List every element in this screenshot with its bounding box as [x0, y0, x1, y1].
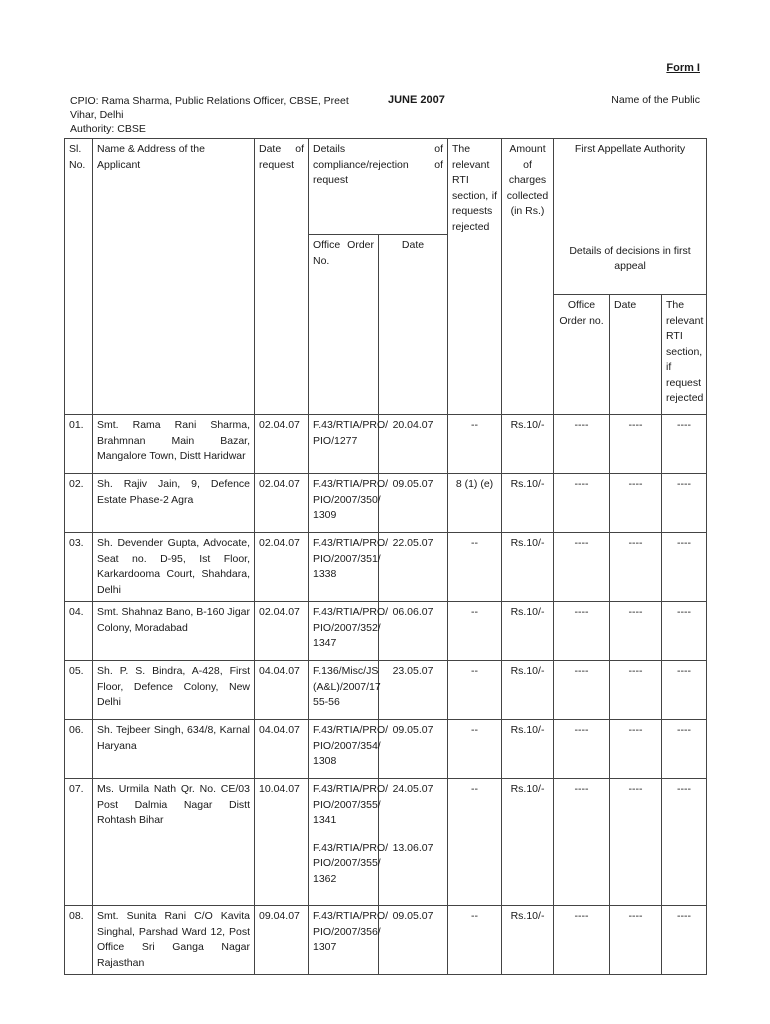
table-row — [65, 533, 707, 602]
row-rti: -- — [448, 533, 502, 602]
header-appellate — [554, 139, 707, 295]
appellate-title: First Appellate Authority — [574, 143, 686, 155]
table-row — [65, 602, 707, 661]
cpio-details — [70, 94, 370, 136]
row-applicant: Sh. Devender Gupta, Advocate, Seat no. D-95, Ist Floor, Karkardooma Court, Shahdara, Delhi — [93, 533, 255, 602]
row-app-rti: ---- — [662, 474, 707, 533]
table-row — [65, 474, 707, 533]
row-rti: -- — [448, 602, 502, 661]
header-app-rti: The relevant RTI section, if request rejected — [662, 295, 707, 415]
row-amount: Rs.10/- — [502, 415, 554, 474]
row-order-date: 22.05.07 — [379, 533, 448, 602]
form-number: Form I — [666, 62, 700, 74]
row-amount: Rs.10/- — [502, 779, 554, 906]
row-applicant: Sh. P. S. Bindra, A-428, First Floor, Defence Colony, New Delhi — [93, 661, 255, 720]
row-app-order: ---- — [554, 906, 610, 975]
row-order: F.43/RTIA/PRO/ PIO/2007/354/ 1308 — [309, 720, 379, 779]
row-order: F.136/Misc/JS (A&L)/2007/17 55-56 — [309, 661, 379, 720]
rti-register-table — [64, 138, 707, 975]
header-amount: Amount of charges collected (in Rs.) — [502, 139, 554, 415]
header-office-order: Office Order No. — [309, 235, 379, 415]
row-app-rti: ---- — [662, 533, 707, 602]
report-month: JUNE 2007 — [388, 94, 445, 106]
row-sl: 02. — [65, 474, 93, 533]
row-rti: -- — [448, 661, 502, 720]
row-app-order: ---- — [554, 779, 610, 906]
row-order-date: 09.05.07 — [379, 906, 448, 975]
decisions-label: Details of decisions in first appeal — [569, 244, 691, 272]
header-app-date: Date — [610, 295, 662, 415]
row-app-order: ---- — [554, 415, 610, 474]
row-app-date: ---- — [610, 474, 662, 533]
header-compliance: Details of compliance/rejection of request — [309, 139, 448, 235]
row-order: F.43/RTIA/PRO/ PIO/2007/350/ 1309 — [309, 474, 379, 533]
row-order: F.43/RTIA/PRO/ PIO/2007/356/ 1307 — [309, 906, 379, 975]
row-app-rti: ---- — [662, 906, 707, 975]
row-app-date: ---- — [610, 779, 662, 906]
row-date: 02.04.07 — [255, 415, 309, 474]
row-app-order: ---- — [554, 474, 610, 533]
row-sl: 06. — [65, 720, 93, 779]
row-amount: Rs.10/- — [502, 906, 554, 975]
header-name: Name & Address of the Applicant — [93, 139, 255, 415]
table-row — [65, 720, 707, 779]
row-app-date: ---- — [610, 661, 662, 720]
header-order-date: Date — [379, 235, 448, 415]
row-order-date: 09.05.07 — [379, 720, 448, 779]
row-rti: -- — [448, 415, 502, 474]
row-sl: 01. — [65, 415, 93, 474]
row-order: F.43/RTIA/PRO/ PIO/2007/351/ 1338 — [309, 533, 379, 602]
row-app-rti: ---- — [662, 779, 707, 906]
row-amount: Rs.10/- — [502, 533, 554, 602]
row-order-second: F.43/RTIA/PRO/ PIO/2007/355/ 1362 — [313, 841, 389, 885]
row-rti: -- — [448, 779, 502, 906]
row-app-date: ---- — [610, 602, 662, 661]
row-app-order: ---- — [554, 533, 610, 602]
header-rti-section: The relevant RTI section, if requests rejected — [448, 139, 502, 415]
public-authority-label: Name of the Public — [611, 94, 700, 106]
row-rti: -- — [448, 906, 502, 975]
row-sl: 04. — [65, 602, 93, 661]
row-applicant: Smt. Shahnaz Bano, B-160 Jigar Colony, Moradabad — [93, 602, 255, 661]
row-sl: 03. — [65, 533, 93, 602]
authority-line: Authority: CBSE — [70, 123, 146, 135]
header-app-order: Office Order no. — [554, 295, 610, 415]
table-row — [65, 906, 707, 975]
row-app-rti: ---- — [662, 661, 707, 720]
row-order: F.43/RTIA/PRO/ PIO/2007/352/ 1347 — [309, 602, 379, 661]
row-order-date-second: 13.06.07 — [392, 841, 434, 854]
row-order-date: 09.05.07 — [379, 474, 448, 533]
row-order: F.43/RTIA/PRO/ PIO/1277 — [309, 415, 379, 474]
row-applicant: Sh. Tejbeer Singh, 634/8, Karnal Haryana — [93, 720, 255, 779]
row-order-date: 24.05.07 — [392, 783, 434, 795]
row-applicant: Sh. Rajiv Jain, 9, Defence Estate Phase-2 Agra — [93, 474, 255, 533]
row-app-date: ---- — [610, 415, 662, 474]
row-app-order: ---- — [554, 661, 610, 720]
row-applicant: Smt. Rama Rani Sharma, Brahmnan Main Bazar, Mangalore Town, Distt Haridwar — [93, 415, 255, 474]
row-amount: Rs.10/- — [502, 602, 554, 661]
row-date: 04.04.07 — [255, 720, 309, 779]
row-date: 02.04.07 — [255, 474, 309, 533]
row-order: F.43/RTIA/PRO/ PIO/2007/355/ 1341 — [313, 783, 389, 826]
row-app-rti: ---- — [662, 720, 707, 779]
row-amount: Rs.10/- — [502, 474, 554, 533]
row-sl: 05. — [65, 661, 93, 720]
row-order-date: 23.05.07 — [379, 661, 448, 720]
header-sl: Sl. No. — [65, 139, 93, 415]
row-rti: -- — [448, 720, 502, 779]
row-amount: Rs.10/- — [502, 720, 554, 779]
table-row — [65, 779, 707, 906]
cpio-line: CPIO: Rama Sharma, Public Relations Officer, CBSE, Preet Vihar, Delhi — [70, 95, 349, 121]
row-date: 02.04.07 — [255, 533, 309, 602]
row-date: 04.04.07 — [255, 661, 309, 720]
row-app-order: ---- — [554, 720, 610, 779]
row-app-rti: ---- — [662, 415, 707, 474]
row-app-rti: ---- — [662, 602, 707, 661]
row-date: 09.04.07 — [255, 906, 309, 975]
row-sl: 08. — [65, 906, 93, 975]
table-row — [65, 415, 707, 474]
row-applicant: Smt. Sunita Rani C/O Kavita Singhal, Parshad Ward 12, Post Office Sri Ganga Nagar Rajasthan — [93, 906, 255, 975]
row-order-date: 06.06.07 — [379, 602, 448, 661]
row-order-date-cell — [379, 779, 448, 906]
row-order-date: 20.04.07 — [379, 415, 448, 474]
row-order-cell — [309, 779, 389, 906]
table-row — [65, 661, 707, 720]
row-rti: 8 (1) (e) — [448, 474, 502, 533]
row-applicant: Ms. Urmila Nath Qr. No. CE/03 Post Dalmia Nagar Distt Rohtash Bihar — [93, 779, 255, 906]
row-app-date: ---- — [610, 533, 662, 602]
row-date: 10.04.07 — [255, 779, 309, 906]
row-app-order: ---- — [554, 602, 610, 661]
row-amount: Rs.10/- — [502, 661, 554, 720]
row-sl: 07. — [65, 779, 93, 906]
row-app-date: ---- — [610, 720, 662, 779]
row-app-date: ---- — [610, 906, 662, 975]
header-date: Date of request — [255, 139, 309, 415]
row-date: 02.04.07 — [255, 602, 309, 661]
